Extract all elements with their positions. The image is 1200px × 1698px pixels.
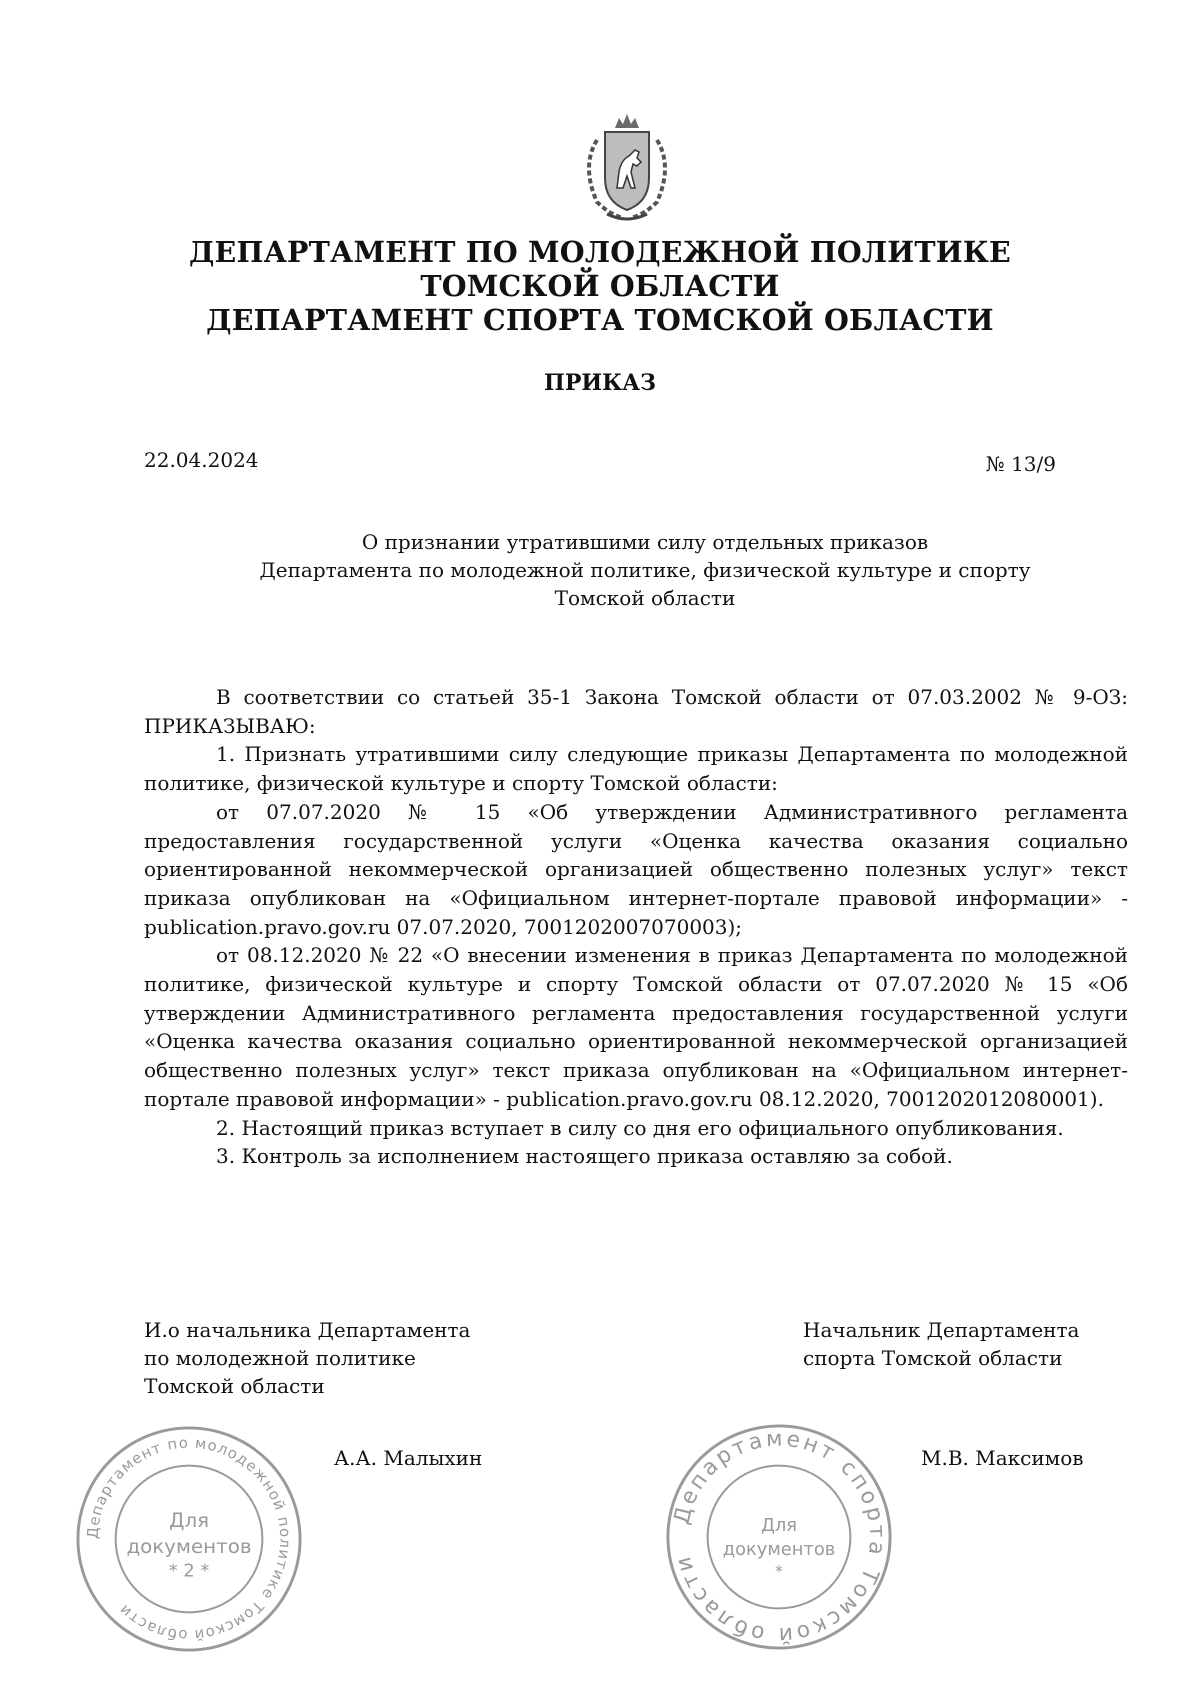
stamp-right-center-1: Для [760, 1515, 798, 1537]
body-paragraph-4: от 08.12.2020 № 22 «О внесении изменения в приказ Департамента по молодежной политике, физической культуре и спорту Томской области от 07.07.2020 № 15 «Об утверждении Административного регламента предоставления государственной услуги «Оценка качества оказания социально ориентированной некоммерческой организацией общественно полезных услуг» текст приказа опубликован на «Официальном интернет-портале правовой информации» - publication.pravo.gov.ru 08.12.2020, 7001202012080001). [144, 943, 1128, 1111]
stamp-left-center-2: документов [126, 1534, 252, 1558]
body-paragraph-3: от 07.07.2020 № 15 «Об утверждении Административного регламента предоставления государственной услуги «Оценка качества оказания социально ориентированной некоммерческой организацией общественно полезных услуг» текст приказа опубликован на «Официальном интернет-портале правовой информации» - publication.pravo.gov.ru 07.07.2020, 7001202007070003); [144, 799, 1128, 939]
signature-left-line-3: Томской области [144, 1374, 325, 1398]
stamp-right-center-3: * [775, 1561, 783, 1581]
svg-text:Департамент спорта Томской обл [669, 1426, 889, 1647]
body-paragraph-1: В соответствии со статьей 35-1 Закона Томской области от 07.03.2002 № 9-ОЗ: ПРИКАЗЫВАЮ: [144, 685, 1128, 738]
signature-right-line-1: Начальник Департамента [803, 1318, 1080, 1342]
signature-left-line-1: И.о начальника Департамента [144, 1318, 471, 1342]
document-date: 22.04.2024 [144, 448, 259, 472]
coat-of-arms-icon [567, 110, 687, 225]
signature-block-left [144, 1316, 470, 1400]
stamp-left-icon [70, 1420, 308, 1658]
stamp-left-ring-text: Департамент по молодежной политике Томской области [83, 1433, 295, 1645]
stamp-right-center-2: документов [722, 1538, 836, 1560]
subject-line-2: Департамента по молодежной политике, физической культуре и спорту [259, 558, 1031, 582]
subject-line-3: Томской области [554, 586, 736, 610]
document-subject [215, 528, 1075, 612]
header-line-3: ДЕПАРТАМЕНТ СПОРТА ТОМСКОЙ ОБЛАСТИ [206, 303, 994, 337]
signatory-name-right: М.В. Максимов [921, 1446, 1084, 1470]
stamp-left-center-1: Для [168, 1509, 210, 1533]
header-line-2: ТОМСКОЙ ОБЛАСТИ [420, 269, 780, 303]
signature-block-right [803, 1316, 1079, 1372]
document-type: ПРИКАЗ [544, 370, 656, 396]
header-line-1: ДЕПАРТАМЕНТ ПО МОЛОДЕЖНОЙ ПОЛИТИКЕ [189, 235, 1011, 269]
signature-right-line-2: спорта Томской области [803, 1346, 1063, 1370]
subject-line-1: О признании утратившими силу отдельных приказов [361, 530, 929, 554]
stamp-right-ring-text: Департамент спорта Томской области [669, 1426, 890, 1648]
body-paragraph-6: 3. Контроль за исполнением настоящего приказа оставляю за собой. [216, 1144, 953, 1169]
signature-left-line-2: по молодежной политике [144, 1346, 416, 1370]
signatory-name-left: А.А. Малыхин [334, 1446, 483, 1470]
body-paragraph-2: 1. Признать утратившими силу следующие приказы Департамента по молодежной политике, физической культуре и спорту Томской области: [144, 742, 1128, 796]
stamp-right-icon [660, 1418, 898, 1656]
document-number: № 13/9 [985, 452, 1056, 476]
body-paragraph-5: 2. Настоящий приказ вступает в силу со дня его официального опубликования. [216, 1115, 1064, 1140]
stamp-left-center-3: * 2 * [168, 1560, 210, 1582]
document-body [144, 683, 1128, 1171]
